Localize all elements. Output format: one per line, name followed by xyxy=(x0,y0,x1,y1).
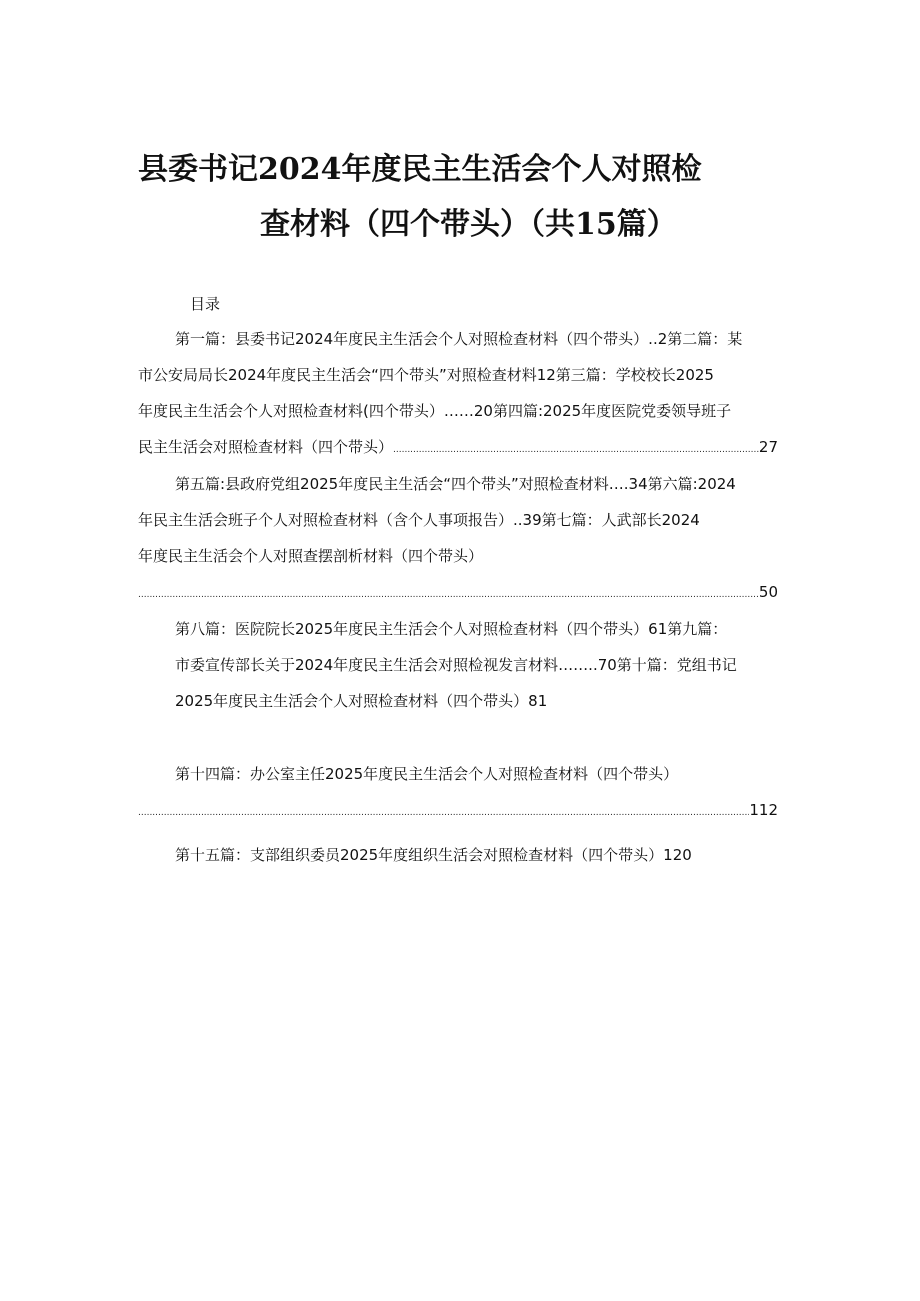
toc-heading: 目录 xyxy=(190,295,221,313)
toc-line-9[interactable]: 第八篇：医院院长2025年度民主生活会个人对照检查材料（四个带头）61第九篇： xyxy=(175,620,728,638)
toc-line-13[interactable] xyxy=(138,799,778,821)
toc-line-5[interactable]: 第五篇:县政府党组2025年度民主生活会“四个带头”对照检查材料….34第六篇:2024 xyxy=(175,475,736,493)
toc-line-12[interactable]: 第十四篇：办公室主任2025年度民主生活会个人对照检查材料（四个带头） xyxy=(175,765,679,783)
document-title-line-2: 查材料（四个带头）（共15篇） xyxy=(260,207,677,242)
toc-line-4[interactable] xyxy=(138,436,778,458)
toc-page-number: 112 xyxy=(749,801,778,819)
toc-line-14[interactable]: 第十五篇：支部组织委员2025年度组织生活会对照检查材料（四个带头）120 xyxy=(175,846,692,864)
toc-line-1[interactable]: 第一篇：县委书记2024年度民主生活会个人对照检查材料（四个带头）..2第二篇：某 xyxy=(175,330,743,348)
toc-line-11[interactable]: 2025年度民主生活会个人对照检查材料（四个带头）81 xyxy=(175,692,548,710)
toc-line-10[interactable]: 市委宣传部长关于2024年度民主生活会对照检视发言材料……..70第十篇：党组书记 xyxy=(175,656,737,674)
dot-leader xyxy=(138,581,759,603)
dot-leader xyxy=(138,799,749,821)
toc-line-2[interactable]: 市公安局局长2024年度民主生活会“四个带头”对照检查材料12第三篇：学校校长2025 xyxy=(138,366,714,384)
toc-line-7[interactable]: 年度民主生活会个人对照查摆剖析材料（四个带头） xyxy=(138,547,484,565)
toc-page-number: 27 xyxy=(758,438,778,456)
toc-line-3[interactable]: 年度民主生活会个人对照检查材料(四个带头）……20第四篇:2025年度医院党委领导班子 xyxy=(138,402,732,420)
toc-entry-text: 民主生活会对照检查材料（四个带头） xyxy=(138,438,394,456)
dot-leader xyxy=(393,436,759,458)
toc-line-8[interactable] xyxy=(138,581,778,603)
toc-line-6[interactable]: 年民主生活会班子个人对照检查材料（含个人事项报告）..39第七篇：人武部长2024 xyxy=(138,511,700,529)
toc-page-number: 50 xyxy=(758,583,778,601)
document-title-line-1: 县委书记2024年度民主生活会个人对照检 xyxy=(138,152,702,187)
